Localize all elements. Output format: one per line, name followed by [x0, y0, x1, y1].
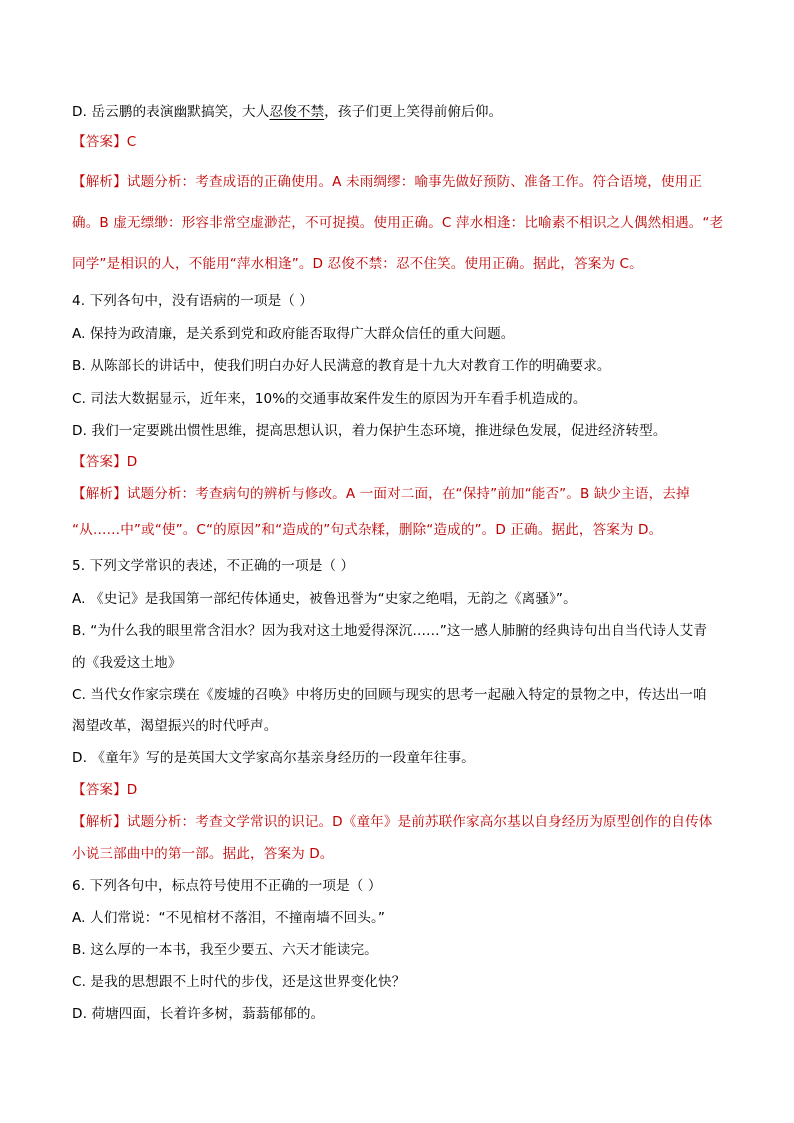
q5-option-d: D. 《童年》写的是英国大文学家高尔基亲身经历的一段童年往事。	[72, 750, 475, 766]
q4-analysis-line-2: “从……中”或“使”。C“的原因”和“造成的”句式杂糅，删除“造成的”。D 正确。据此，答案为 D。	[72, 522, 663, 538]
q4-option-c: C. 司法大数据显示，近年来，10%的交通事故案件发生的原因为开车看手机造成的。	[72, 391, 587, 407]
q4-option-b: B. 从陈部长的讲话中，使我们明白办好人民满意的教育是十九大对教育工作的明确要求。	[72, 358, 611, 374]
q4-answer: 【答案】D	[72, 454, 138, 470]
q4-option-a: A. 保持为政清廉，是关系到党和政府能否取得广大群众信任的重大问题。	[72, 326, 515, 342]
q3-option-d: D. 岳云鹏的表演幽默搞笑，大人忍俊不禁，孩子们更上笑得前俯后仰。	[72, 104, 503, 120]
q5-option-b-line-2: 的《我爱这土地》	[72, 655, 182, 671]
q5-analysis-line-2: 小说三部曲中的第一部。据此，答案为 D。	[72, 846, 334, 862]
q6-option-b: B. 这么厚的一本书，我至少要五、六天才能读完。	[72, 942, 378, 958]
q5-option-c-line-1: C. 当代女作家宗璞在《废墟的召唤》中将历史的回顾与现实的思考一起融入特定的景物之中，传达出一咱	[72, 687, 707, 703]
q4-option-d: D. 我们一定要跳出惯性思维，提高思想认识，着力保护生态环境，推进绿色发展，促进经济转型。	[72, 423, 667, 439]
q6-stem: 6. 下列各句中，标点符号使用不正确的一项是（ ）	[72, 878, 382, 894]
q3-analysis-line-3: 同学”是相识的人，不能用“萍水相逢”。D 忍俊不禁：忍不住笑。使用正确。据此，答案为 C。	[72, 256, 643, 272]
q5-stem: 5. 下列文学常识的表述，不正确的一项是（ ）	[72, 558, 355, 574]
q3-answer: 【答案】C	[72, 134, 137, 150]
idiom-underlined: 忍俊不禁	[269, 104, 325, 120]
q6-option-a: A. 人们常说：“不见棺材不落泪，不撞南墙不回头。”	[72, 910, 386, 926]
q5-option-a: A. 《史记》是我国第一部纪传体通史，被鲁迅誉为“史家之绝唱，无韵之《离骚》”。	[72, 591, 577, 607]
q5-option-b-line-1: B. “为什么我的眼里常含泪水？因为我对这土地爱得深沉……”这一感人肺腑的经典诗句出自当代诗人艾青	[72, 623, 708, 639]
q5-answer: 【答案】D	[72, 782, 138, 798]
q3-analysis-line-2: 确。B 虚无缥缈：形容非常空虚渺茫，不可捉摸。使用正确。C 萍水相逢：比喻素不相识之人偶然相遇。“老	[72, 215, 724, 231]
q5-option-c-line-2: 渴望改革，渴望振兴的时代呼声。	[72, 718, 278, 734]
q6-option-c: C. 是我的思想跟不上时代的步伐，还是这世界变化快？	[72, 974, 406, 990]
q6-option-d: D. 荷塘四面，长着许多树，蓊蓊郁郁的。	[72, 1006, 325, 1022]
q4-stem: 4. 下列各句中，没有语病的一项是（ ）	[72, 293, 314, 309]
q3-analysis-line-1: 【解析】试题分析：考查成语的正确使用。A 未雨绸缪：喻事先做好预防、准备工作。符合语境，使用正	[72, 174, 703, 190]
q4-analysis-line-1: 【解析】试题分析：考查病句的辨析与修改。A 一面对二面，在“保持”前加“能否”。B 缺少主语，去掉	[72, 486, 690, 502]
q5-analysis-line-1: 【解析】试题分析：考查文学常识的识记。D《童年》是前苏联作家高尔基以自身经历为原型创作的自传体	[72, 814, 713, 830]
